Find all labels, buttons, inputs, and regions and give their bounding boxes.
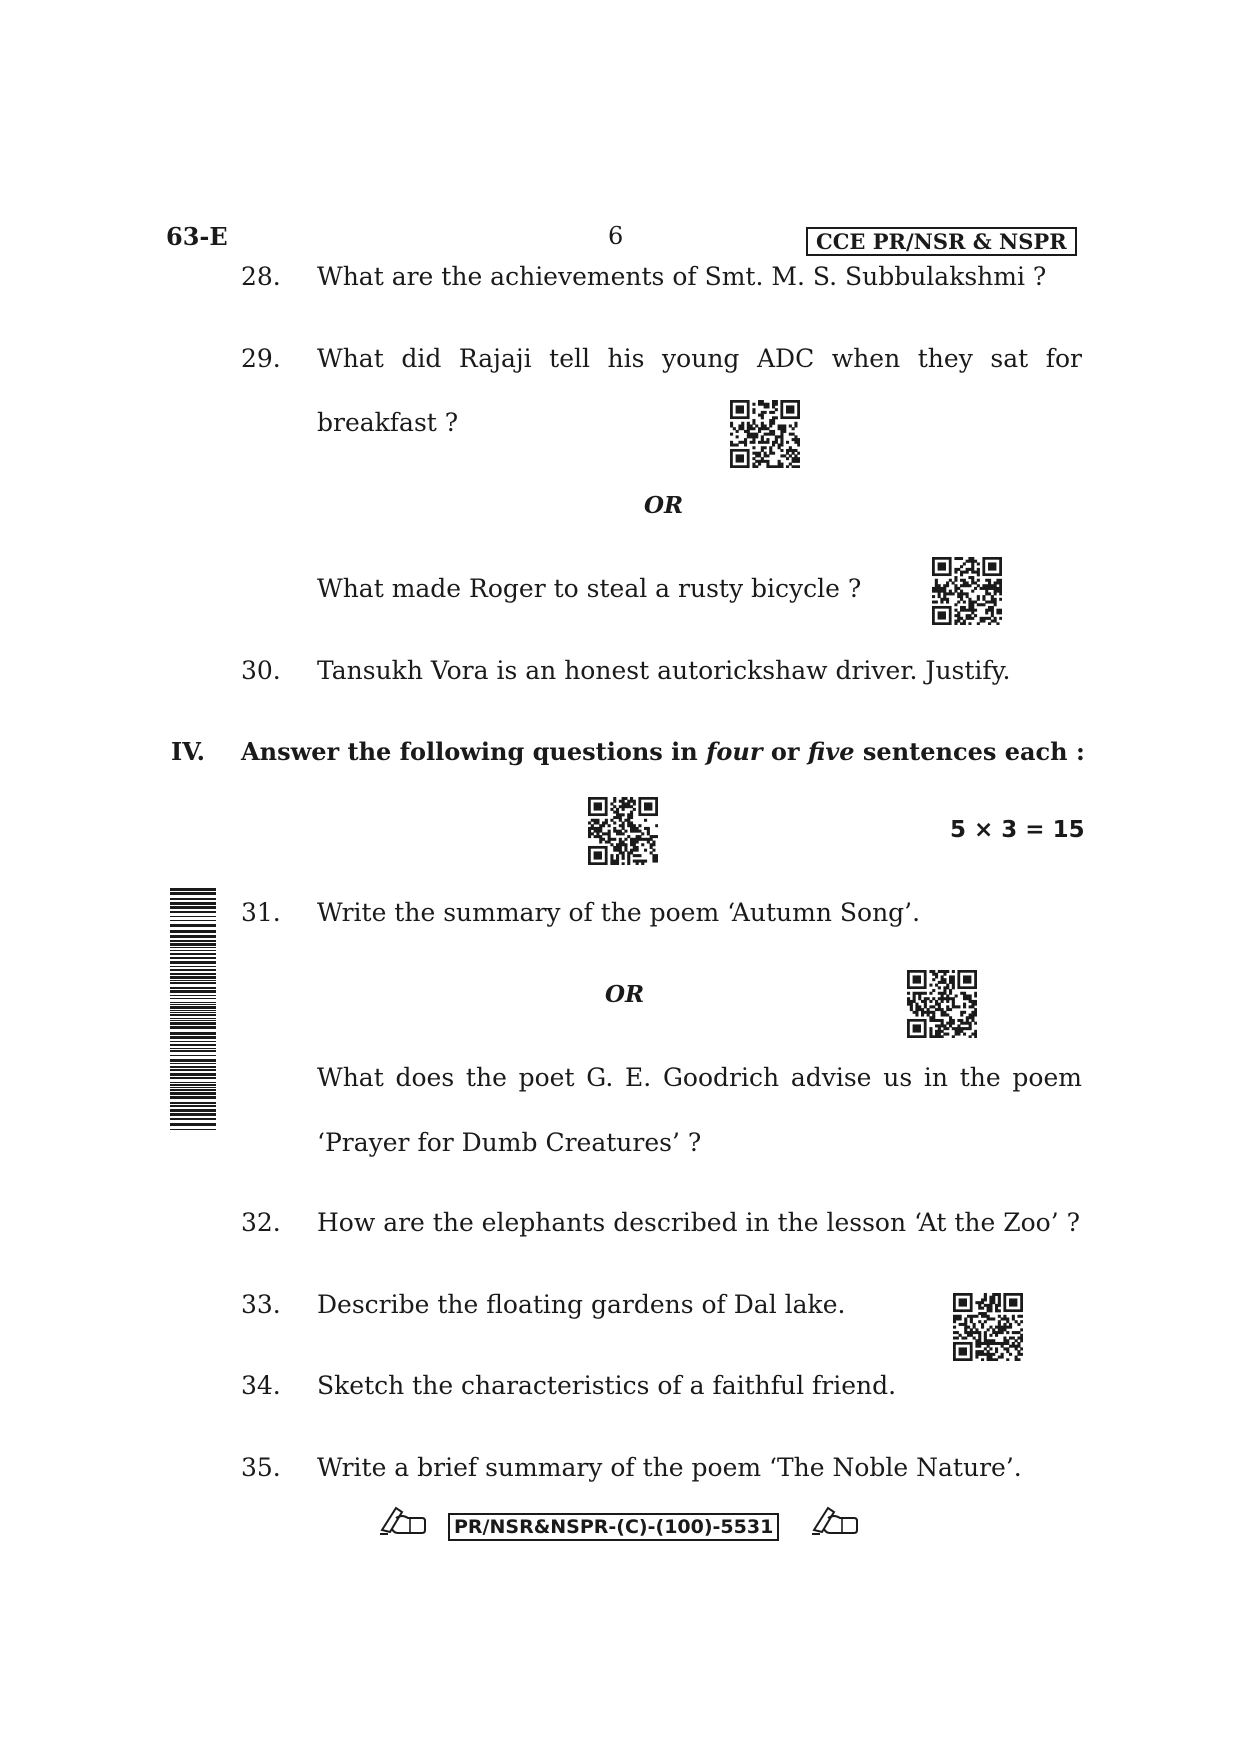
question-number-34: 34. xyxy=(241,1371,281,1400)
question-text-31-alternative-line2: ‘Prayer for Dumb Creatures’ ? xyxy=(317,1128,702,1157)
section-number: IV. xyxy=(171,737,206,766)
question-number-33: 33. xyxy=(241,1290,281,1319)
writing-hand-icon xyxy=(810,1500,860,1536)
section-marks: 5 × 3 = 15 xyxy=(950,817,1085,843)
question-text-30: Tansukh Vora is an honest autorickshaw driver. Justify. xyxy=(317,656,1011,685)
question-text-29-alternative: What made Roger to steal a rusty bicycle ? xyxy=(317,574,862,603)
question-number-28: 28. xyxy=(241,262,281,291)
barcode-icon xyxy=(170,888,216,1131)
question-number-29: 29. xyxy=(241,344,281,373)
question-number-30: 30. xyxy=(241,656,281,685)
paper-code-box: CCE PR/NSR & NSPR xyxy=(806,227,1077,256)
qr-code-icon xyxy=(932,557,1002,625)
qr-code-icon xyxy=(953,1293,1023,1361)
question-text-34: Sketch the characteristics of a faithful friend. xyxy=(317,1371,897,1400)
question-text-29-line1: What did Rajaji tell his young ADC when they sat for xyxy=(317,344,1082,373)
section-instruction: Answer the following questions in four or five sentences each : xyxy=(241,737,1085,766)
question-number-31: 31. xyxy=(241,898,281,927)
footer-code-box: PR/NSR&NSPR-(C)-(100)-5531 xyxy=(448,1513,779,1541)
or-separator: OR xyxy=(605,981,645,1008)
question-text-28: What are the achievements of Smt. M. S. Subbulakshmi ? xyxy=(317,262,1047,291)
page-code: 63-E xyxy=(166,222,228,251)
question-text-31: Write the summary of the poem ‘Autumn Song’. xyxy=(317,898,921,927)
question-text-33: Describe the floating gardens of Dal lake. xyxy=(317,1290,846,1319)
qr-code-icon xyxy=(730,400,800,468)
question-text-29-line2: breakfast ? xyxy=(317,408,459,437)
question-number-32: 32. xyxy=(241,1208,281,1237)
question-text-31-alternative-line1: What does the poet G. E. Goodrich advise us in the poem xyxy=(317,1063,1082,1092)
page-number: 6 xyxy=(608,222,624,250)
question-text-32: How are the elephants described in the lesson ‘At the Zoo’ ? xyxy=(317,1208,1081,1237)
or-separator: OR xyxy=(644,492,684,519)
question-text-35: Write a brief summary of the poem ‘The Noble Nature’. xyxy=(317,1453,1022,1482)
qr-code-icon xyxy=(588,797,658,865)
writing-hand-icon xyxy=(378,1500,428,1536)
qr-code-icon xyxy=(907,970,977,1038)
question-number-35: 35. xyxy=(241,1453,281,1482)
